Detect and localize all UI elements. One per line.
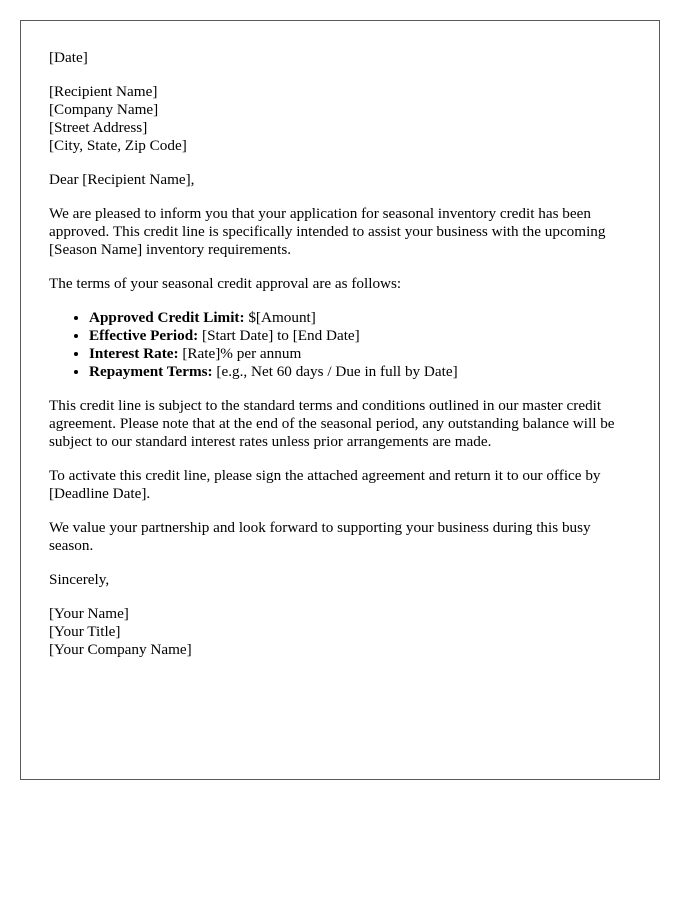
terms-list (49, 309, 631, 381)
sender-title: [Your Title] (49, 623, 121, 640)
term-credit-limit (89, 309, 631, 327)
terms-intro: The terms of your seasonal credit approval are as follows: (49, 275, 402, 292)
term-label: Effective Period: (89, 327, 199, 344)
activation-paragraph: To activate this credit line, please sign the attached agreement and return it to our office by [Deadline Date]. (49, 467, 601, 502)
approval-paragraph: We are pleased to inform you that your application for seasonal inventory credit has been approved. This credit line is specifically intended to assist your business with the upcoming [Season Name] inventory requirements. (49, 205, 606, 258)
partnership-paragraph: We value your partnership and look forward to supporting your business during this busy season. (49, 519, 591, 554)
letter-date: [Date] (49, 49, 88, 66)
recipient-street: [Street Address] (49, 119, 148, 136)
sender-company: [Your Company Name] (49, 641, 192, 658)
salutation: Dear [Recipient Name], (49, 171, 195, 188)
recipient-company: [Company Name] (49, 101, 159, 118)
term-interest-rate (89, 345, 631, 363)
term-effective-period (89, 327, 631, 345)
term-label: Interest Rate: (89, 345, 179, 362)
recipient-address-block (49, 83, 631, 155)
term-value: [Start Date] to [End Date] (198, 327, 360, 344)
recipient-city-state-zip: [City, State, Zip Code] (49, 137, 187, 154)
term-value: [Rate]% per annum (178, 345, 302, 362)
sender-signature-block (49, 605, 631, 659)
recipient-name: [Recipient Name] (49, 83, 158, 100)
term-label: Approved Credit Limit: (89, 309, 245, 326)
term-value: $[Amount] (244, 309, 316, 326)
conditions-paragraph: This credit line is subject to the standard terms and conditions outlined in our master credit agreement. Please note that at the end of the seasonal period, any outstanding balance will be subject to our standard interest rates unless prior arrangements are made. (49, 397, 615, 450)
letter-document (20, 20, 660, 780)
term-value: [e.g., Net 60 days / Due in full by Date] (212, 363, 458, 380)
term-label: Repayment Terms: (89, 363, 213, 380)
sender-name: [Your Name] (49, 605, 129, 622)
closing: Sincerely, (49, 571, 110, 588)
term-repayment (89, 363, 631, 381)
